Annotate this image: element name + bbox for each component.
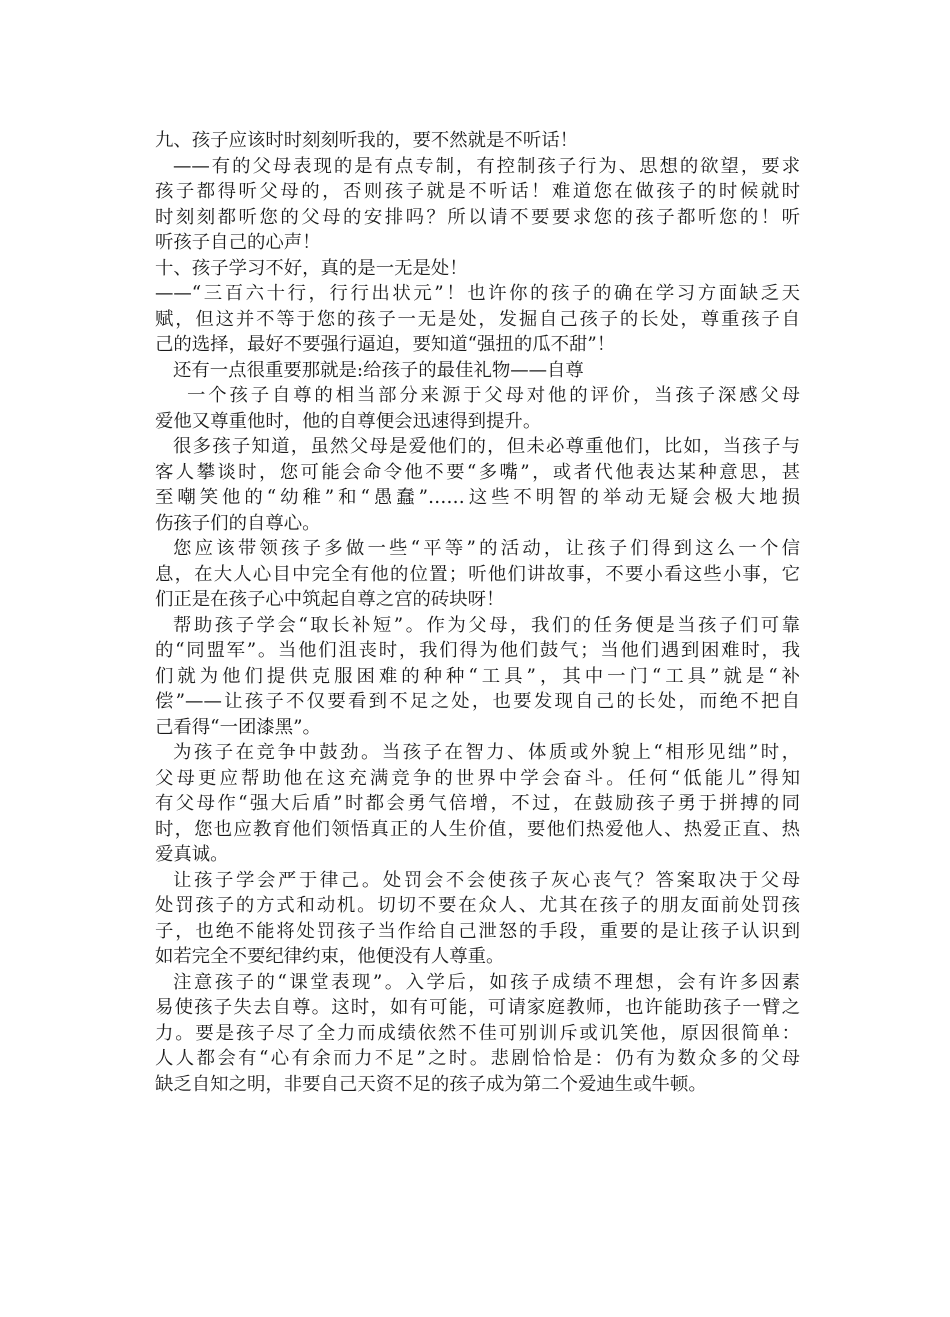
text-line: 为孩子在竞争中鼓劲。当孩子在智力、体质或外貌上“相形见绌”时， [173, 742, 800, 763]
paragraph-p2 [155, 383, 800, 434]
text-line: 注意孩子的“课堂表现”。入学后，如孩子成绩不理想，会有许多因素 [173, 971, 800, 993]
text-line: ——“三百六十行，行行出状元”！也许你的孩子的确在学习方面缺乏天 [155, 283, 800, 304]
text-line: 时，您也应教育他们领悟真正的人生价值，要他们热爱他人、热爱正直、热 [155, 818, 800, 840]
text-line: 有父母作“强大后盾”时都会勇气倍增，不过，在鼓励孩子勇于拼搏的同 [155, 793, 800, 814]
text-line: 客人攀谈时，您可能会命令他不要“多嘴”，或者代他表达某种意思，甚 [155, 461, 800, 483]
text-line: 爱真诚。 [155, 844, 229, 865]
paragraph-s9 [155, 128, 800, 256]
paragraph-p1 [155, 358, 800, 384]
text-line: 的“同盟军”。当他们沮丧时，我们得为他们鼓气；当他们遇到困难时，我 [155, 640, 800, 661]
paragraph-p6 [155, 740, 800, 868]
text-line: 时刻刻都听您的父母的安排吗？所以请不要要求您的孩子都听您的！听 [155, 206, 800, 228]
text-line: 们就为他们提供克服困难的种种“工具”，其中一门“工具”就是“补 [155, 665, 800, 687]
text-line: 一个孩子自尊的相当部分来源于父母对他的评价，当孩子深感父母 [187, 385, 800, 406]
text-line: 很多孩子知道，虽然父母是爱他们的，但未必尊重他们，比如，当孩子与 [173, 436, 800, 457]
text-line: 伤孩子们的自尊心。 [155, 512, 321, 534]
text-line: 至嘲笑他的“幼稚”和“愚蠢”……这些不明智的举动无疑会极大地损 [155, 487, 800, 508]
text-line: 孩子都得听父母的，否则孩子就是不听话！难道您在做孩子的时候就时 [155, 181, 800, 202]
text-line: 子，也绝不能将处罚孩子当作给自己泄怒的手段，重要的是让孩子认识到 [155, 920, 800, 942]
text-line: 力。要是孩子尽了全力而成绩依然不佳可别训斥或讥笑他，原因很简单： [155, 1022, 800, 1044]
text-line: 爱他又尊重他时，他的自尊便会迅速得到提升。 [155, 410, 542, 432]
text-line: 听孩子自己的心声！ [155, 232, 321, 253]
text-line: 您应该带领孩子多做一些“平等”的活动，让孩子们得到这么一个信 [173, 538, 800, 559]
text-line: 们正是在孩子心中筑起自尊之宫的砖块呀！ [155, 589, 505, 610]
text-line: 帮助孩子学会“取长补短”。作为父母，我们的任务便是当孩子们可靠 [173, 614, 800, 636]
text-line: 赋，但这并不等于您的孩子一无是处，发掘自己孩子的长处，尊重孩子自 [155, 308, 800, 330]
paragraph-p5 [155, 613, 800, 741]
paragraph-p4 [155, 536, 800, 613]
text-line: 缺乏自知之明，非要自己天资不足的孩子成为第二个爱迪生或牛顿。 [155, 1073, 707, 1095]
text-line: 己的选择，最好不要强行逼迫，要知道“强扭的瓜不甜”！ [155, 334, 616, 355]
text-line: 易使孩子失去自尊。这时，如有可能，可请家庭教师，也许能助孩子一臂之 [155, 997, 800, 1018]
text-line: 还有一点很重要那就是:给孩子的最佳礼物——自尊 [173, 359, 584, 381]
text-line: 十、孩子学习不好，真的是一无是处！ [155, 257, 468, 279]
paragraph-p8 [155, 970, 800, 1098]
text-line: ——有的父母表现的是有点专制，有控制孩子行为、思想的欲望，要求 [173, 155, 800, 177]
paragraph-p3 [155, 434, 800, 536]
text-line: 己看得“一团漆黑”。 [155, 716, 321, 738]
text-line: 父母更应帮助他在这充满竞争的世界中学会奋斗。任何“低能儿”得知 [155, 767, 800, 789]
text-line: 偿”——让孩子不仅要看到不足之处，也要发现自己的长处，而绝不把自 [155, 691, 800, 712]
text-line: 让孩子学会严于律己。处罚会不会使孩子灰心丧气？答案取决于父母 [173, 869, 800, 891]
text-line: 九、孩子应该时时刻刻听我的，要不然就是不听话！ [155, 130, 578, 151]
text-line: 处罚孩子的方式和动机。切切不要在众人、尤其在孩子的朋友面前处罚孩 [155, 895, 800, 916]
text-line: 息，在大人心目中完全有他的位置；听他们讲故事，不要小看这些小事，它 [155, 563, 800, 585]
text-line: 如若完全不要纪律约束，他便没有人尊重。 [155, 946, 505, 967]
paragraph-s10 [155, 256, 800, 358]
paragraph-p7 [155, 868, 800, 970]
document-page [155, 128, 800, 1097]
text-line: 人人都会有“心有余而力不足”之时。悲剧恰恰是：仍有为数众多的父母 [155, 1048, 800, 1069]
